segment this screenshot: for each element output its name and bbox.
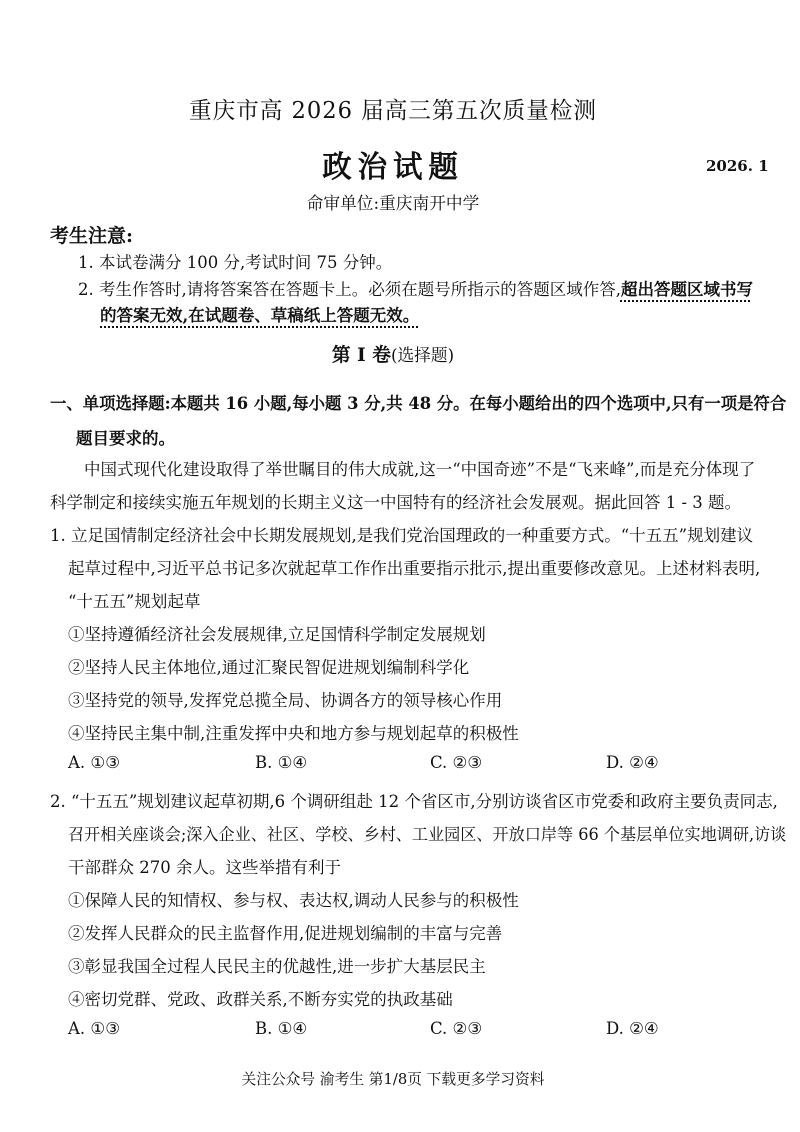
- material-line-1: 中国式现代化建设取得了举世瞩目的伟大成就,这一“中国奇迹”不是“飞来峰”,而是充分体现了: [84, 460, 756, 479]
- question-1-choice-b: B. ①④: [255, 753, 308, 772]
- question-2-statement-1: ①保障人民的知情权、参与权、表达权,调动人民参与的积极性: [68, 891, 519, 910]
- question-2-statement-3: ③彰显我国全过程人民民主的优越性,进一步扩大基层民主: [68, 957, 486, 976]
- notice-title: 考生注意:: [50, 225, 134, 247]
- question-2-line-1: 2. “十五五”规划建议起草初期,6 个调研组赴 12 个省区市,分别访谈省区市党委和政府主要负责同志,: [50, 792, 778, 811]
- question-1-statement-1: ①坚持遵循经济社会发展规律,立足国情科学制定发展规划: [68, 625, 486, 644]
- volume-subtitle: (选择题): [390, 346, 455, 366]
- question-2-choice-d: D. ②④: [606, 1019, 659, 1038]
- question-2-choice-c: C. ②③: [430, 1019, 483, 1038]
- question-2-statement-2: ②发挥人民群众的民主监督作用,促进规划编制的丰富与完善: [68, 924, 503, 943]
- question-1-statement-3: ③坚持党的领导,发挥党总揽全局、协调各方的领导核心作用: [68, 691, 503, 710]
- question-1-statement-4: ④坚持民主集中制,注重发挥中央和地方参与规划起草的积极性: [68, 724, 519, 743]
- question-1-choice-c: C. ②③: [430, 753, 483, 772]
- notice-item-2-text: 2. 考生作答时,请将答案答在答题卡上。必须在题号所指示的答题区域作答,: [78, 280, 621, 299]
- question-2-line-3: 干部群众 270 余人。这些举措有利于: [68, 858, 341, 877]
- notice-item-2-emphasis: 超出答题区域书写: [620, 280, 753, 299]
- page-footer: 关注公众号 渝考生 第1/8页 下载更多学习资料: [241, 1070, 545, 1088]
- notice-item-1: 1. 本试卷满分 100 分,考试时间 75 分钟。: [78, 253, 393, 272]
- volume-title: 第 I 卷: [331, 344, 391, 366]
- section-heading-line-2: 题目要求的。: [76, 429, 175, 448]
- material-line-2: 科学制定和接续实施五年规划的长期主义这一中国特有的经济社会发展观。据此回答 1 - 3 题。: [50, 493, 742, 512]
- volume-heading: [0, 340, 786, 367]
- question-2-statement-4: ④密切党群、党政、政群关系,不断夯实党的执政基础: [68, 990, 453, 1009]
- question-1-line-2: 起草过程中,习近平总书记多次就起草工作作出重要指示批示,提出重要修改意见。上述材料表明,: [68, 559, 761, 578]
- question-1-line-3: “十五五”规划起草: [68, 592, 201, 611]
- question-1-line-1: 1. 立足国情制定经济社会中长期发展规划,是我们党治国理政的一种重要方式。“十五五”规划建议: [50, 526, 754, 545]
- question-1-choice-a: A. ①③: [68, 753, 120, 772]
- section-heading-line-1: 一、单项选择题:本题共 16 小题,每小题 3 分,共 48 分。在每小题给出的四个选项中,只有一项是符合: [50, 394, 787, 413]
- question-2-choice-b: B. ①④: [255, 1019, 308, 1038]
- subject-title: 政治试题: [322, 150, 464, 185]
- setter-line: 命审单位:重庆南开中学: [306, 194, 480, 214]
- exam-title: 重庆市高 2026 届高三第五次质量检测: [189, 98, 597, 124]
- notice-item-2-emphasis-continued: 的答案无效,在试题卷、草稿纸上答题无效。: [100, 306, 420, 325]
- question-2-line-2: 召开相关座谈会;深入企业、社区、学校、乡村、工业园区、开放口岸等 66 个基层单位实地调研,访谈: [68, 825, 787, 844]
- question-1-statement-2: ②坚持人民主体地位,通过汇聚民智促进规划编制科学化: [68, 658, 470, 677]
- question-2-choice-a: A. ①③: [68, 1019, 120, 1038]
- notice-item-2: [78, 276, 753, 300]
- exam-date: 2026. 1: [706, 157, 769, 175]
- question-1-choice-d: D. ②④: [606, 753, 659, 772]
